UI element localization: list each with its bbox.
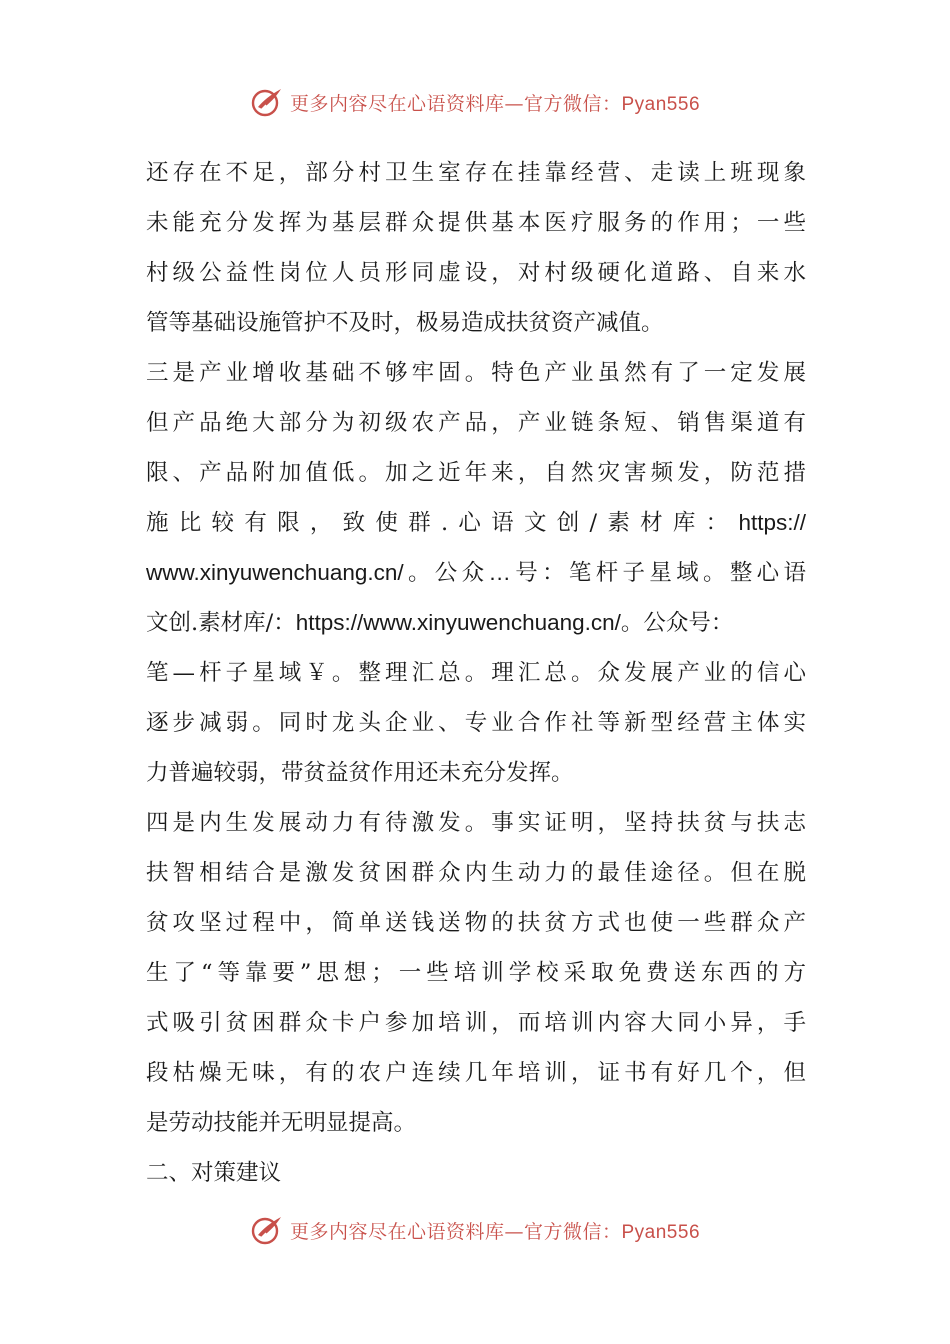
text-line: 四是内生发展动力有待激发。事实证明，坚持扶贫与扶志: [146, 810, 806, 836]
quill-logo-icon: [250, 1213, 284, 1247]
header-banner: [0, 80, 950, 124]
text-line: 限、产品附加值低。加之近年来，自然灾害频发，防范措: [146, 460, 806, 486]
text-line: 还存在不足，部分村卫生室存在挂靠经营、走读上班现象: [146, 160, 806, 186]
text-line: 段枯燥无味，有的农户连续几年培训，证书有好几个，但: [146, 1060, 806, 1086]
banner-text: 更多内容尽在心语资料库—官方微信：Pyan556: [289, 92, 701, 115]
wechat-id: Pyan556: [621, 93, 701, 115]
text-line: 村级公益性岗位人员形同虚设，对村级硬化道路、自来水: [146, 260, 806, 286]
text-line: 三是产业增收基础不够牢固。特色产业虽然有了一定发展: [146, 360, 806, 386]
text-line: 生了“等靠要”思想；一些培训学校采取免费送东西的方: [146, 960, 806, 986]
text-line: 贫攻坚过程中，简单送钱送物的扶贫方式也使一些群众产: [146, 910, 806, 936]
banner-text: 更多内容尽在心语资料库—官方微信：Pyan556: [289, 1220, 701, 1243]
text-line: www.xinyuwenchuang.cn/。公众…号：笔杆子星域。整心语: [146, 560, 806, 585]
text-line: 未能充分发挥为基层群众提供基本医疗服务的作用；一些: [146, 210, 806, 236]
url-fragment: https://: [738, 510, 806, 535]
text-line: 施比较有限，致使群.心语文创/素材库：https://: [146, 510, 806, 536]
text-line: 式吸引贫困群众卡户参加培训，而培训内容大同小异，手: [146, 1010, 806, 1036]
quill-logo-icon: [250, 85, 284, 119]
document-body: [146, 148, 806, 1198]
section-heading: 二、对策建议: [146, 1160, 282, 1186]
text-line: 力普遍较弱，带贫益贫作用还未充分发挥。: [146, 760, 574, 786]
text-line: 扶智相结合是激发贫困群众内生动力的最佳途径。但在脱: [146, 860, 806, 886]
text-line: 但产品绝大部分为初级农产品，产业链条短、销售渠道有: [146, 410, 806, 436]
wechat-id: Pyan556: [621, 1221, 701, 1243]
text-line: 笔—杆子星域￥。整理汇总。理汇总。众发展产业的信心: [146, 660, 806, 686]
text-line: 文创.素材库/：https://www.xinyuwenchuang.cn/。公众号：: [146, 610, 734, 636]
text-line: 是劳动技能并无明显提高。: [146, 1110, 417, 1136]
text-line: 管等基础设施管护不及时，极易造成扶贫资产减值。: [146, 310, 664, 336]
footer-banner: [0, 1208, 950, 1252]
text-line: 逐步减弱。同时龙头企业、专业合作社等新型经营主体实: [146, 710, 806, 736]
